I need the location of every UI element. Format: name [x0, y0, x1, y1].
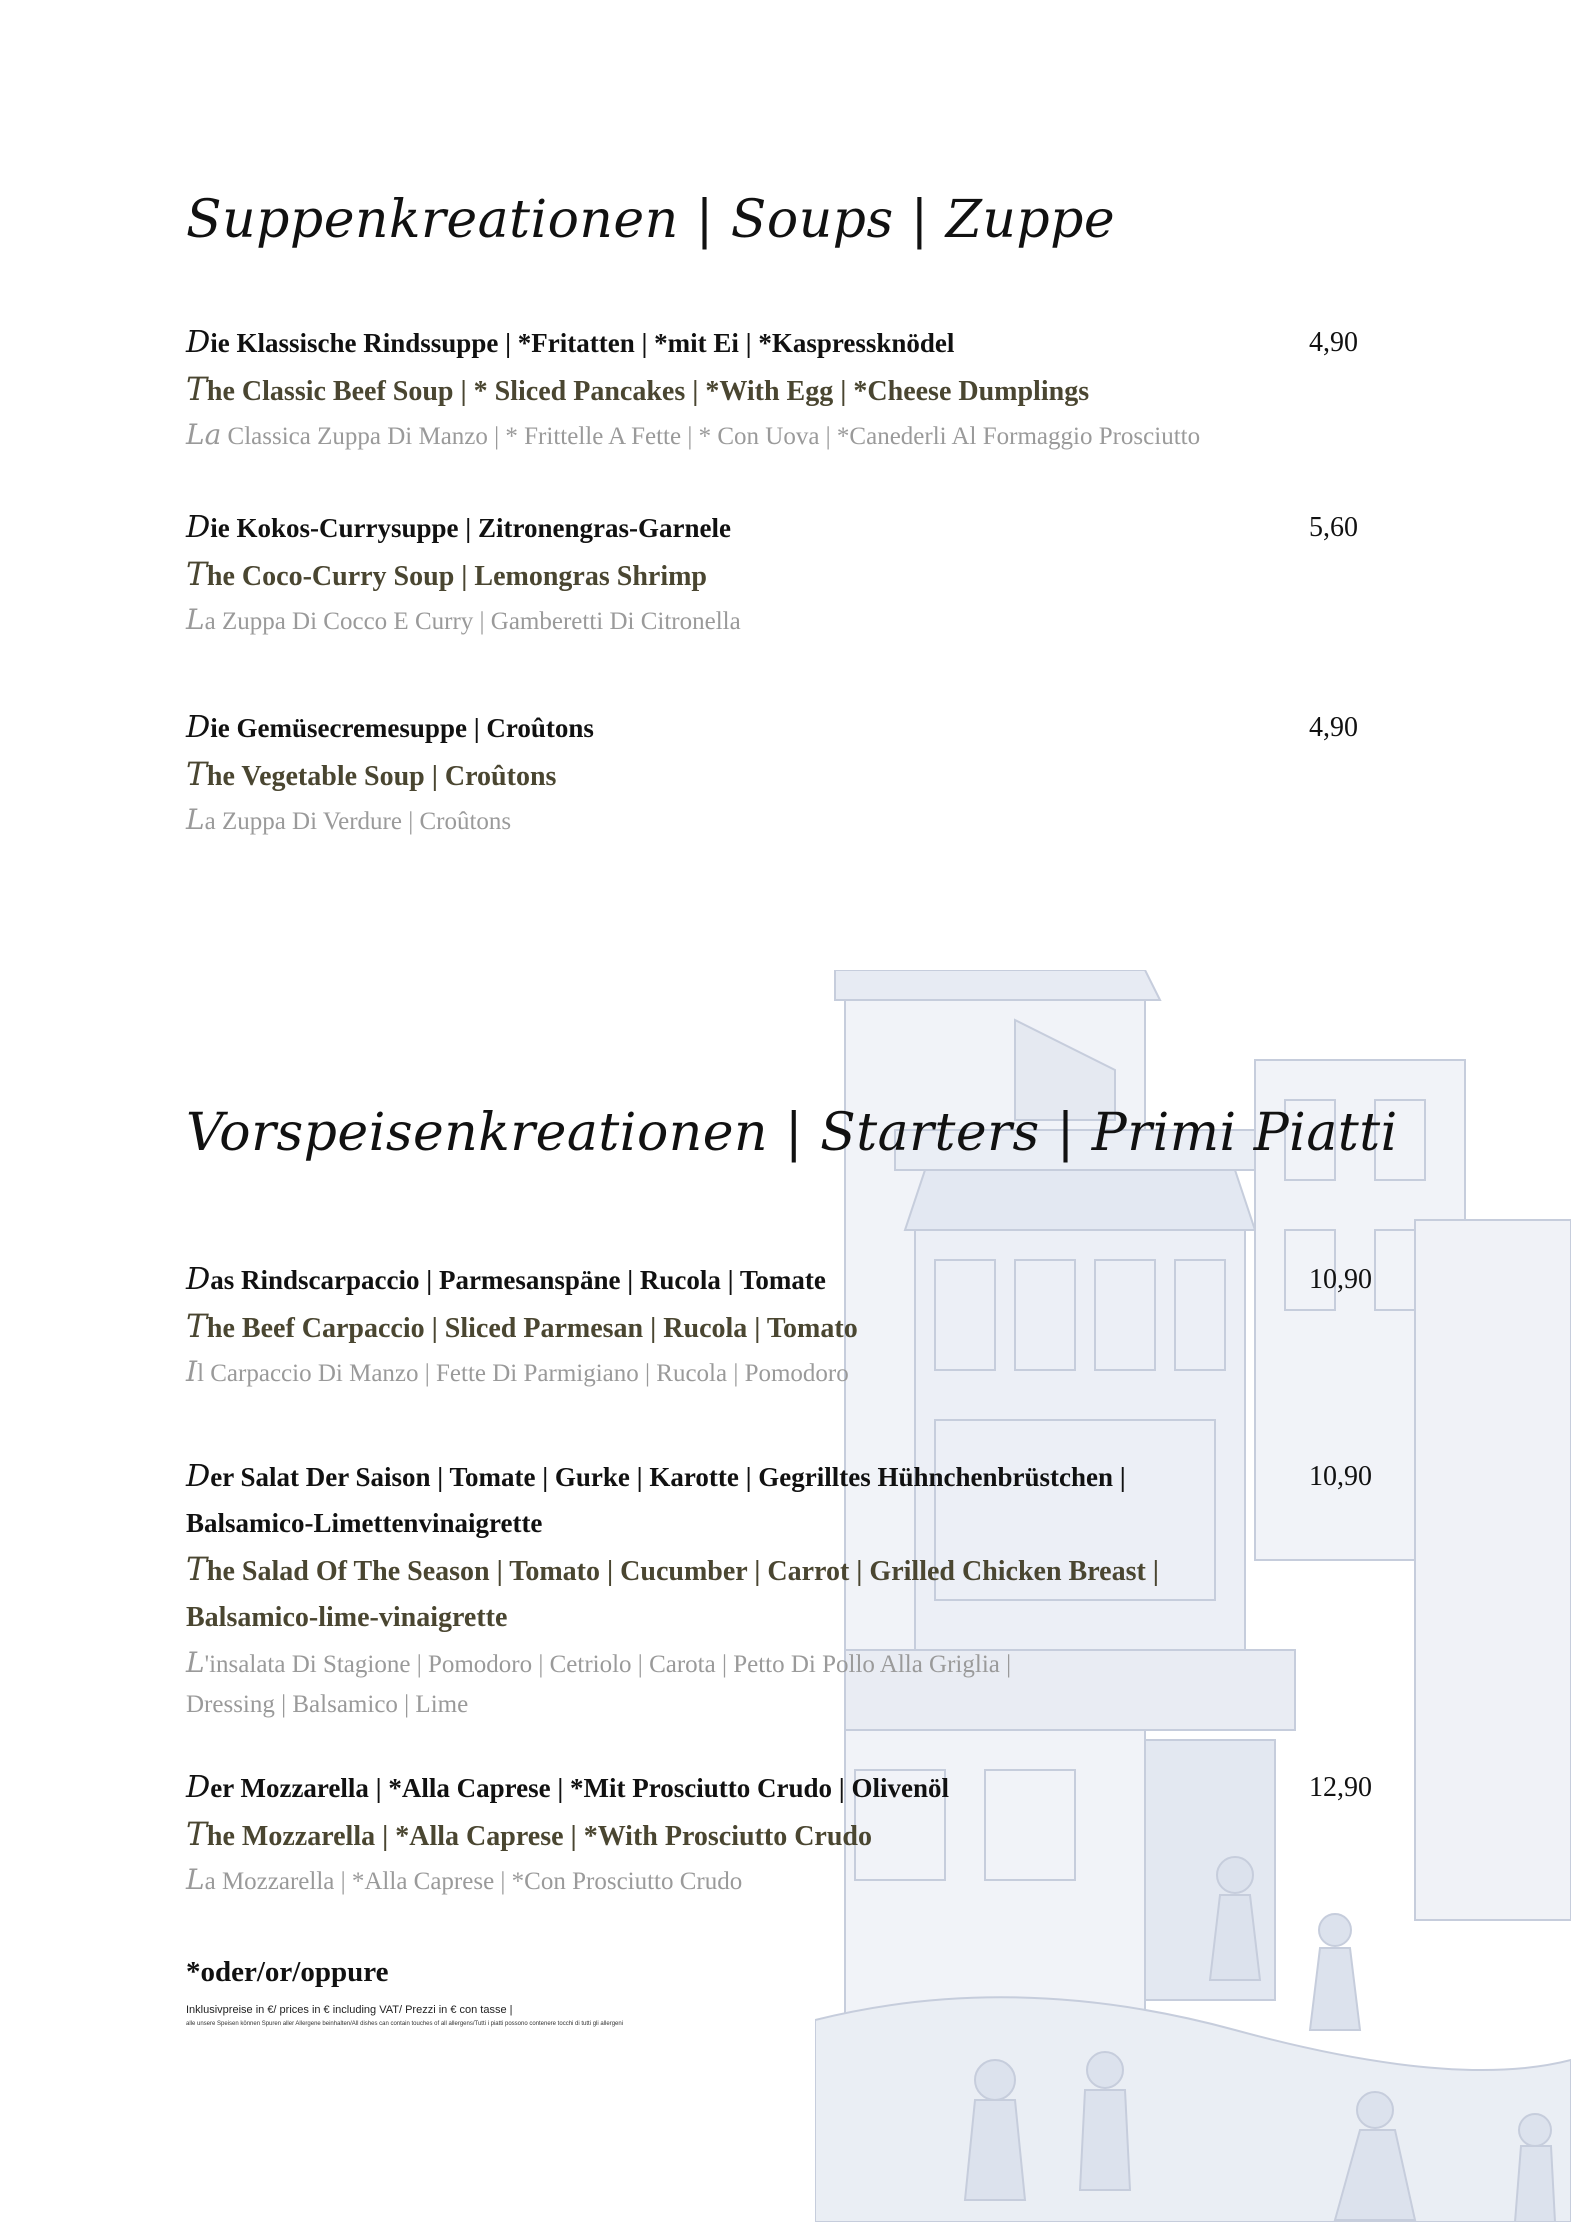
menu-item-starter-2	[186, 1454, 1396, 1726]
menu-item-starter-1	[186, 1257, 1396, 1393]
item-name-en: The Coco-Curry Soup | Lemongras Shrimp	[186, 557, 707, 593]
item-name-de: Der Salat Der Saison | Tomate | Gurke | Karotte | Gegrilltes Hühnchenbrüstchen | 10,90	[186, 1454, 1396, 1500]
item-name-it: Il Carpaccio Di Manzo | Fette Di Parmigiano | Rucola | Pomodoro	[186, 1355, 849, 1388]
allergens-note: alle unsere Speisen können Spuren aller Allergene beinhalten/All dishes can contain touches of all allergens/Tutti i piatti possono contenere tocchi di tutti gli allergeni	[186, 2021, 624, 2027]
item-name-de-continued: Balsamico-Limettenvinaigrette	[186, 1508, 543, 1538]
soups-section-title: Suppenkreationen | Soups | Zuppe	[186, 190, 1116, 250]
item-name-it: L'insalata Di Stagione | Pomodoro | Cetriolo | Carota | Petto Di Pollo Alla Griglia |	[186, 1646, 1012, 1679]
item-name-de: Der Mozzarella | *Alla Caprese | *Mit Prosciutto Crudo | Olivenöl 12,90	[186, 1765, 1396, 1811]
item-price: 4,90	[1309, 712, 1358, 743]
item-name-it: La Classica Zuppa Di Manzo | * Frittelle A Fette | * Con Uova | *Canederli Al Formaggio Prosciutto	[186, 418, 1201, 451]
item-name-it-continued: Dressing | Balsamico | Lime	[186, 1691, 469, 1718]
alternatives-note: *oder/or/oppure	[186, 1956, 389, 1988]
item-name-en: The Vegetable Soup | Croûtons	[186, 757, 557, 793]
starters-section-title: Vorspeisenkreationen | Starters | Primi Piatti	[186, 1103, 1398, 1163]
item-price: 10,90	[1309, 1461, 1372, 1492]
item-name-en: The Classic Beef Soup | * Sliced Pancakes | *With Egg | *Cheese Dumplings	[186, 372, 1090, 408]
item-price: 4,90	[1309, 327, 1358, 358]
menu-item-soup-2	[186, 505, 1396, 641]
item-name-de: Die Kokos-Currysuppe | Zitronengras-Garnele 5,60	[186, 505, 1396, 551]
item-name-it: La Zuppa Di Verdure | Croûtons	[186, 803, 512, 836]
item-name-en: The Mozzarella | *Alla Caprese | *With Prosciutto Crudo	[186, 1817, 873, 1853]
prices-note: Inklusivpreise in €/ prices in € including VAT/ Prezzi in € con tasse |	[186, 2004, 513, 2016]
item-price: 12,90	[1309, 1772, 1372, 1803]
menu-item-soup-3	[186, 705, 1396, 841]
menu-item-starter-3	[186, 1765, 1396, 1901]
menu-item-soup-1	[186, 320, 1396, 456]
item-name-en: The Beef Carpaccio | Sliced Parmesan | Rucola | Tomato	[186, 1309, 858, 1345]
item-name-it: La Mozzarella | *Alla Caprese | *Con Prosciutto Crudo	[186, 1863, 743, 1896]
item-name-it: La Zuppa Di Cocco E Curry | Gamberetti Di Citronella	[186, 603, 741, 636]
item-name-en-continued: Balsamico-lime-vinaigrette	[186, 1602, 508, 1633]
item-name-de: Die Gemüsecremesuppe | Croûtons 4,90	[186, 705, 1396, 751]
item-price: 10,90	[1309, 1264, 1372, 1295]
item-price: 5,60	[1309, 512, 1358, 543]
item-name-de: Das Rindscarpaccio | Parmesanspäne | Rucola | Tomate 10,90	[186, 1257, 1396, 1303]
item-name-de: Die Klassische Rindssuppe | *Fritatten | *mit Ei | *Kaspressknödel 4,90	[186, 320, 1396, 366]
item-name-en: The Salad Of The Season | Tomato | Cucumber | Carrot | Grilled Chicken Breast |	[186, 1552, 1159, 1588]
